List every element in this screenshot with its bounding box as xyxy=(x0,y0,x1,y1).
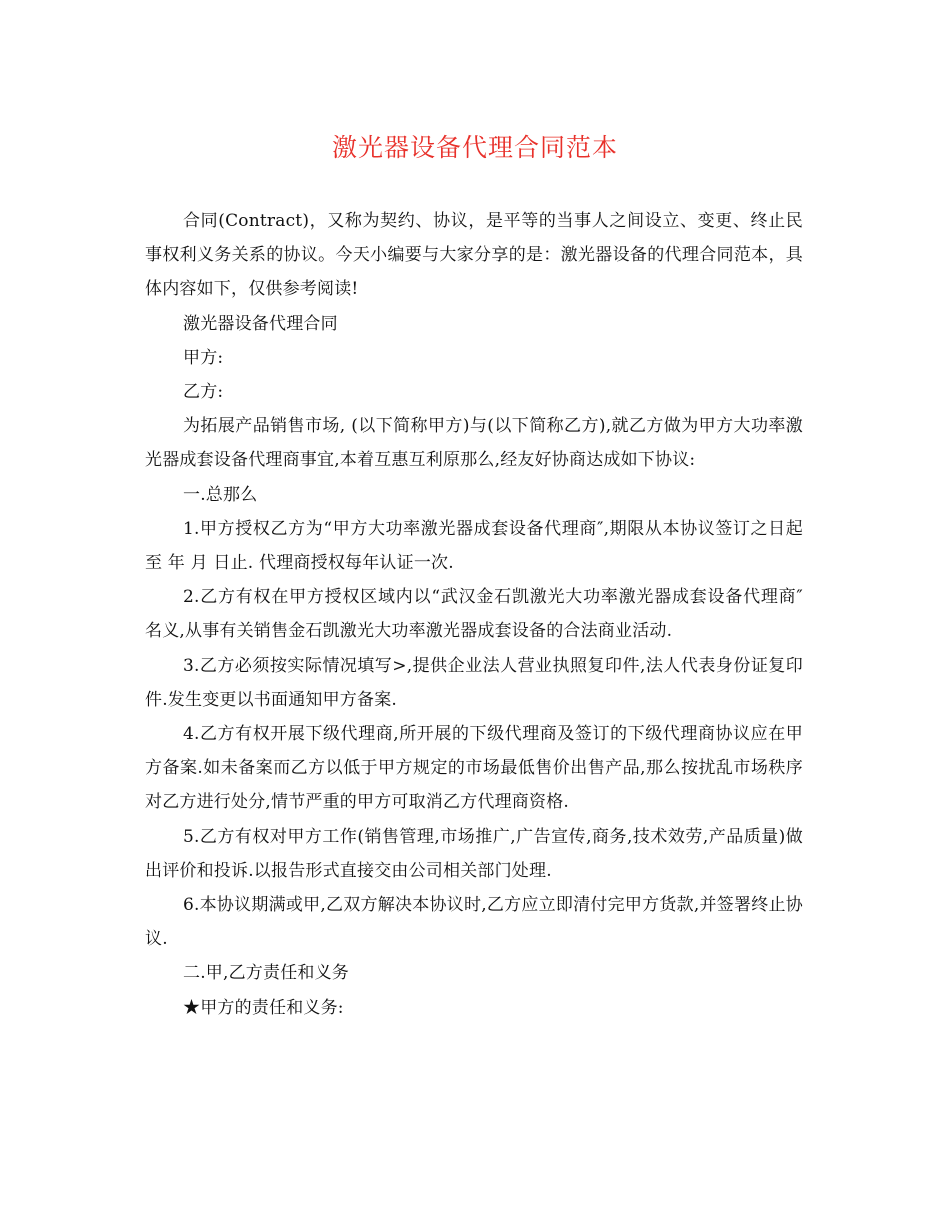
paragraph-intro: 合同(Contract)，又称为契约、协议，是平等的当事人之间设立、变更、终止民事权利义务关系的协议。今天小编要与大家分享的是：激光器设备的代理合同范本，具体内容如下，仅供参考阅读! xyxy=(145,211,803,300)
clause-6: 6.本协议期满或甲,乙双方解决本协议时,乙方应立即清付完甲方货款,并签署终止协议. xyxy=(145,895,803,950)
clause-1: 1.甲方授权乙方为“甲方大功率激光器成套设备代理商″,期限从本协议签订之日起至 年 月 日止. 代理商授权每年认证一次. xyxy=(145,518,803,574)
section-heading-responsibilities: 二.甲,乙方责任和义务 xyxy=(183,963,350,984)
subsection-heading-party-a: ★甲方的责任和义务: xyxy=(183,997,344,1018)
document-body xyxy=(145,204,803,1025)
section-heading-general: 一.总那么 xyxy=(183,484,258,505)
clause-4: 4.乙方有权开展下级代理商,所开展的下级代理商及签订的下级代理商协议应在甲方备案.如未备案而乙方以低于甲方规定的市场最低售价出售产品,那么按扰乱市场秩序对乙方进行处分,情节严重的甲方可取消乙方代理商资格. xyxy=(145,724,803,813)
document-title: 激光器设备代理合同范本 xyxy=(331,133,618,162)
paragraph-preamble: 为拓展产品销售市场, (以下简称甲方)与(以下简称乙方),就乙方做为甲方大功率激光器成套设备代理商事宜,本着互惠互利原那么,经友好协商达成如下协议: xyxy=(145,416,803,471)
clause-3: 3.乙方必须按实际情况填写>,提供企业法人营业执照复印件,法人代表身份证复印件.发生变更以书面通知甲方备案. xyxy=(145,655,803,710)
paragraph-contract-name: 激光器设备代理合同 xyxy=(183,313,338,334)
clause-2: 2.乙方有权在甲方授权区域内以“武汉金石凯激光大功率激光器成套设备代理商″ 名义,从事有关销售金石凯激光大功率激光器成套设备的合法商业活动. xyxy=(145,587,803,642)
paragraph-party-b: 乙方: xyxy=(183,382,224,403)
clause-5: 5.乙方有权对甲方工作(销售管理,市场推广,广告宣传,商务,技术效劳,产品质量)做出评价和投诉.以报告形式直接交由公司相关部门处理. xyxy=(145,826,803,881)
paragraph-party-a: 甲方: xyxy=(183,347,224,368)
